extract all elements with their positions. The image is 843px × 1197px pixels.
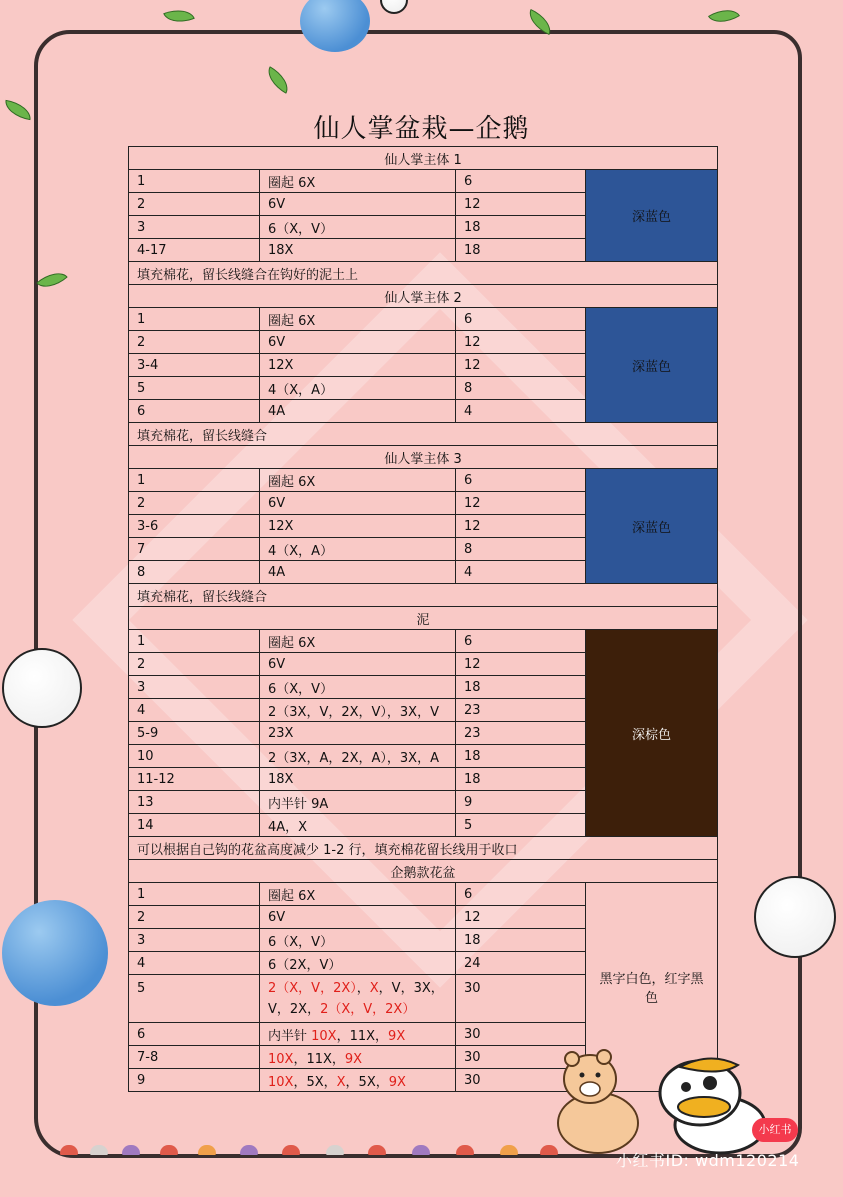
stitch-count-cell: 12 (456, 331, 586, 354)
stitch-count-cell: 6 (456, 883, 586, 906)
instruction-cell: 2（3X，A，2X，A），3X，A (260, 745, 456, 768)
stitch-count-cell: 18 (456, 239, 586, 262)
white-bubble-top (380, 0, 408, 14)
table-row (129, 469, 718, 492)
instruction-part: 2（X，V，2X） (268, 981, 357, 996)
section-note: 填充棉花，留长线缝合 (129, 584, 718, 607)
stitch-count-cell: 18 (456, 216, 586, 239)
section-header: 仙人掌主体 3 (129, 446, 718, 469)
yarn-color-cell: 深棕色 (586, 630, 718, 837)
round-cell: 5 (129, 975, 260, 1023)
stitch-count-cell: 4 (456, 561, 586, 584)
round-cell: 3 (129, 929, 260, 952)
instruction-part: ，11X， (336, 1028, 389, 1044)
instruction-part: ， (356, 981, 370, 996)
instruction-part: 2X， (289, 1002, 321, 1017)
instruction-cell: 圈起 6X (260, 630, 456, 653)
stitch-count-cell: 23 (456, 722, 586, 745)
section-header-row (129, 285, 718, 308)
instruction-cell: 4（X，A） (260, 538, 456, 561)
instruction-cell: 内半针 9A (260, 791, 456, 814)
table-row (129, 630, 718, 653)
instruction-cell: 6V (260, 331, 456, 354)
round-cell: 2 (129, 331, 260, 354)
leaf-icon (708, 2, 740, 30)
round-cell: 2 (129, 653, 260, 676)
instruction-cell: 6（2X，V） (260, 952, 456, 975)
instruction-cell: 4A (260, 400, 456, 423)
round-cell: 14 (129, 814, 260, 837)
instruction-part: 10X (311, 1028, 337, 1044)
instruction-cell: 6（X，V） (260, 676, 456, 699)
instruction-part: 9X (388, 1028, 406, 1044)
round-cell: 7 (129, 538, 260, 561)
instruction-cell (260, 1046, 456, 1069)
stitch-count-cell: 12 (456, 193, 586, 216)
section-note: 填充棉花，留长线缝合在钩好的泥土上 (129, 262, 718, 285)
round-cell: 3 (129, 676, 260, 699)
instruction-cell: 6V (260, 193, 456, 216)
note-row (129, 262, 718, 285)
instruction-part: 9X (388, 1074, 406, 1090)
round-cell: 2 (129, 193, 260, 216)
round-cell: 6 (129, 400, 260, 423)
instruction-cell: 6V (260, 653, 456, 676)
round-cell: 7-8 (129, 1046, 260, 1069)
note-row (129, 584, 718, 607)
note-row (129, 837, 718, 860)
section-header: 仙人掌主体 1 (129, 147, 718, 170)
stitch-count-cell: 30 (456, 1023, 586, 1046)
round-cell: 5-9 (129, 722, 260, 745)
instruction-cell: 2（3X，V，2X，V），3X，V (260, 699, 456, 722)
instruction-part: 10X (268, 1074, 294, 1090)
yarn-color-cell: 深蓝色 (586, 308, 718, 423)
round-cell: 3 (129, 216, 260, 239)
instruction-part: ，5X， (345, 1074, 389, 1090)
pattern-table (128, 146, 718, 1092)
note-row (129, 423, 718, 446)
instruction-part: ，V，3X，V， (268, 981, 444, 1017)
instruction-cell: 圈起 6X (260, 469, 456, 492)
stitch-count-cell: 5 (456, 814, 586, 837)
round-cell: 5 (129, 377, 260, 400)
leaf-icon (163, 4, 195, 29)
round-cell: 1 (129, 883, 260, 906)
instruction-cell: 圈起 6X (260, 308, 456, 331)
stitch-count-cell: 6 (456, 170, 586, 193)
round-cell: 3-4 (129, 354, 260, 377)
instruction-cell: 4A，X (260, 814, 456, 837)
instruction-cell: 4A (260, 561, 456, 584)
instruction-cell: 6V (260, 492, 456, 515)
instruction-cell: 18X (260, 768, 456, 791)
blue-bubble-left (2, 900, 108, 1006)
section-header-row (129, 607, 718, 630)
instruction-cell: 12X (260, 515, 456, 538)
instruction-cell: 23X (260, 722, 456, 745)
mushroom-decoration (50, 1115, 570, 1155)
stitch-count-cell: 30 (456, 1046, 586, 1069)
round-cell: 1 (129, 308, 260, 331)
stitch-count-cell: 24 (456, 952, 586, 975)
instruction-part: 10X (268, 1051, 294, 1067)
stitch-count-cell: 18 (456, 929, 586, 952)
stitch-count-cell: 4 (456, 400, 586, 423)
round-cell: 1 (129, 170, 260, 193)
round-cell: 4 (129, 952, 260, 975)
stitch-count-cell: 18 (456, 768, 586, 791)
stitch-count-cell: 12 (456, 492, 586, 515)
stitch-count-cell: 18 (456, 745, 586, 768)
stitch-count-cell: 8 (456, 538, 586, 561)
instruction-part: X (336, 1074, 346, 1090)
stitch-count-cell: 12 (456, 653, 586, 676)
round-cell: 4-17 (129, 239, 260, 262)
white-bubble-left (2, 648, 82, 728)
page-title: 仙人掌盆栽—企鹅 (313, 114, 530, 144)
bear-illustration (548, 1045, 648, 1155)
stitch-count-cell: 23 (456, 699, 586, 722)
yarn-color-cell: 深蓝色 (586, 469, 718, 584)
round-cell: 1 (129, 630, 260, 653)
instruction-cell: 12X (260, 354, 456, 377)
round-cell: 13 (129, 791, 260, 814)
stitch-count-cell: 9 (456, 791, 586, 814)
stitch-count-cell: 12 (456, 515, 586, 538)
instruction-cell (260, 1023, 456, 1046)
instruction-part: X (369, 981, 379, 996)
instruction-cell: 圈起 6X (260, 170, 456, 193)
instruction-cell (260, 975, 456, 1023)
round-cell: 6 (129, 1023, 260, 1046)
instruction-part: 2（X，V，2X） (320, 1002, 416, 1017)
section-header: 仙人掌主体 2 (129, 285, 718, 308)
instruction-cell: 圈起 6X (260, 883, 456, 906)
instruction-cell: 6V (260, 906, 456, 929)
instruction-part: 9X (344, 1051, 363, 1067)
watermark-id: 小红书ID: wdm120214 (616, 1151, 800, 1170)
stitch-count-cell: 6 (456, 308, 586, 331)
round-cell: 1 (129, 469, 260, 492)
section-note: 可以根据自己钩的花盆高度减少 1-2 行，填充棉花留长线用于收口 (129, 837, 718, 860)
stitch-count-cell: 30 (456, 1069, 586, 1092)
stitch-count-cell: 18 (456, 676, 586, 699)
stitch-count-cell: 12 (456, 906, 586, 929)
instruction-part: 内半针 (268, 1028, 312, 1044)
round-cell: 3-6 (129, 515, 260, 538)
round-cell: 8 (129, 561, 260, 584)
stitch-count-cell: 30 (456, 975, 586, 1023)
stitch-count-cell: 12 (456, 354, 586, 377)
stitch-count-cell: 8 (456, 377, 586, 400)
yarn-color-cell: 黑字白色，红字黑色 (586, 883, 718, 1092)
instruction-part: ，11X， (293, 1051, 345, 1067)
section-header: 泥 (129, 607, 718, 630)
round-cell: 10 (129, 745, 260, 768)
instruction-cell: 18X (260, 239, 456, 262)
table-row (129, 883, 718, 906)
stitch-count-cell: 6 (456, 630, 586, 653)
instruction-cell (260, 1069, 456, 1092)
round-cell: 11-12 (129, 768, 260, 791)
dog-illustration (650, 1055, 775, 1155)
instruction-cell: 6（X，V） (260, 216, 456, 239)
instruction-cell: 6（X，V） (260, 929, 456, 952)
white-bubble-right (754, 876, 836, 958)
instruction-part: ，5X， (293, 1074, 337, 1090)
round-cell: 2 (129, 906, 260, 929)
section-header-row (129, 446, 718, 469)
section-note: 填充棉花，留长线缝合 (129, 423, 718, 446)
xiaohongshu-logo: 小红书 (752, 1118, 798, 1142)
section-header-row (129, 860, 718, 883)
round-cell: 2 (129, 492, 260, 515)
section-header-row (129, 147, 718, 170)
section-header: 企鹅款花盆 (129, 860, 718, 883)
table-row (129, 308, 718, 331)
instruction-cell: 4（X，A） (260, 377, 456, 400)
table-row (129, 170, 718, 193)
stitch-count-cell: 6 (456, 469, 586, 492)
yarn-color-cell: 深蓝色 (586, 170, 718, 262)
round-cell: 4 (129, 699, 260, 722)
round-cell: 9 (129, 1069, 260, 1092)
